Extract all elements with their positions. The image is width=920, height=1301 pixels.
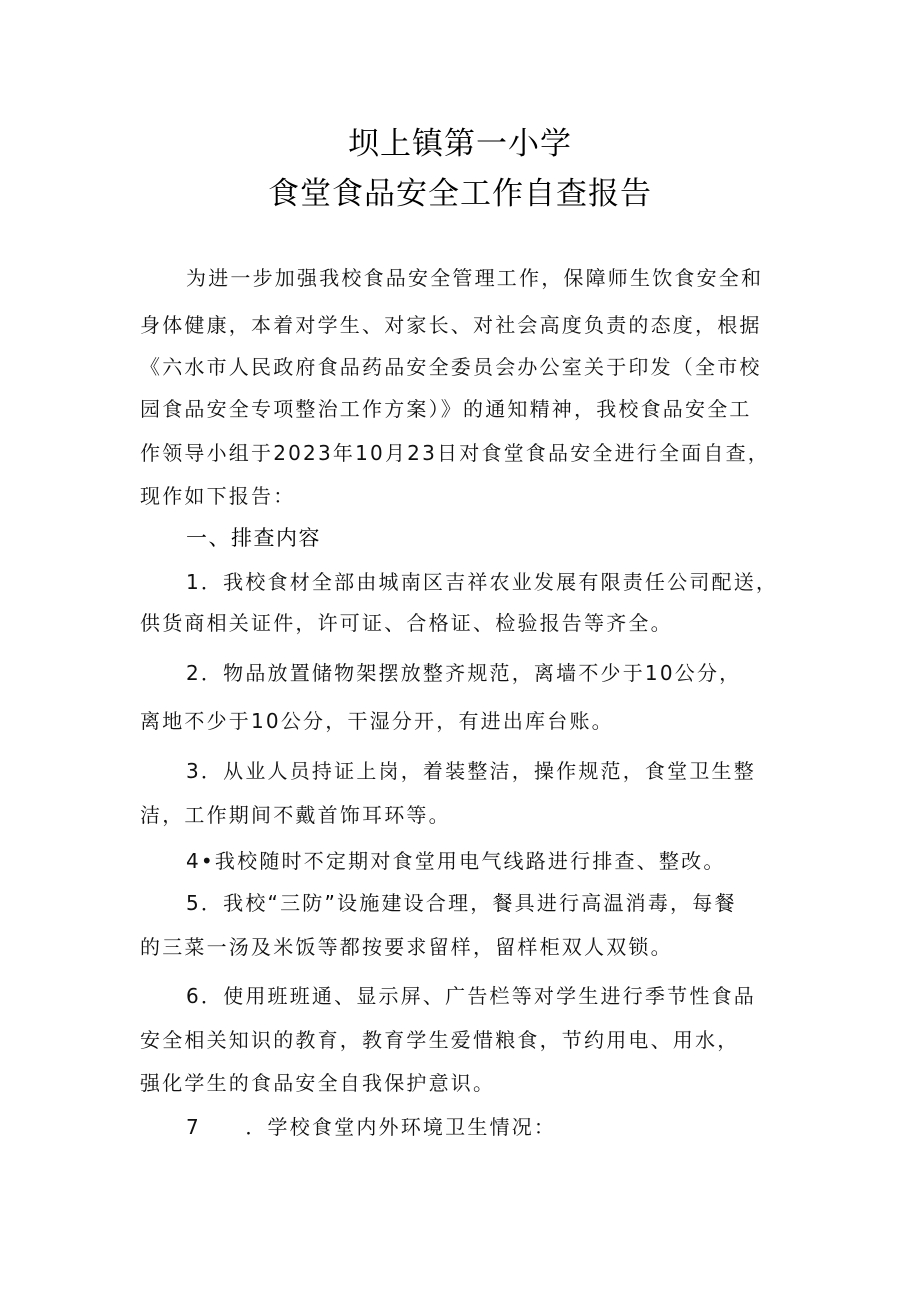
list-item-line: 洁，工作期间不戴首饰耳环等。: [140, 803, 451, 827]
list-item-line: 4•我校随时不定期对食堂用电气线路进行排查、整改。: [186, 849, 726, 873]
intro-line: 园食品安全专项整治工作方案）》的通知精神，我校食品安全工: [140, 397, 752, 421]
intro-line: 作领导小组于2023年10月23日对食堂食品安全进行全面自查，: [140, 441, 770, 465]
list-item-line: 强化学生的食品安全自我保护意识。: [140, 1071, 496, 1095]
document-title-report: 食堂食品安全工作自查报告: [268, 176, 652, 212]
list-item-line: 离地不少于10公分，干湿分开，有进出库台账。: [140, 709, 614, 733]
list-item-line: 的三菜一汤及米饭等都按要求留样，留样柜双人双锁。: [140, 935, 673, 959]
list-item-line: 6．使用班班通、显示屏、广告栏等对学生进行季节性食品: [186, 984, 756, 1008]
intro-line: 《六水市人民政府食品药品安全委员会办公室关于印发（全市校: [140, 355, 762, 379]
list-item-line: 安全相关知识的教育，教育学生爱惜粮食，节约用电、用水，: [140, 1028, 740, 1052]
list-item-line: 2．物品放置储物架摆放整齐规范，离墙不少于10公分，: [186, 661, 742, 685]
list-item-line: 1．我校食材全部由城南区吉祥农业发展有限责任公司配送，: [186, 570, 779, 594]
intro-line: 为进一步加强我校食品安全管理工作，保障师生饮食安全和: [186, 266, 764, 290]
document-title-school: 坝上镇第一小学: [348, 126, 572, 162]
list-item-line: 5．我校“三防”设施建设合理，餐具进行高温消毒，每餐: [186, 891, 737, 915]
intro-line: 身体健康，本着对学生、对家长、对社会高度负责的态度，根据: [140, 313, 762, 337]
list-item-line: 7 ．学校食堂内外环境卫生情况：: [186, 1115, 557, 1139]
section-heading: 一、排查内容: [186, 526, 321, 550]
intro-line: 现作如下报告：: [140, 484, 296, 508]
list-item-line: 3．从业人员持证上岗，着装整洁，操作规范，食堂卫生整: [186, 759, 756, 783]
list-item-line: 供货商相关证件，许可证、合格证、检验报告等齐全。: [140, 611, 673, 635]
